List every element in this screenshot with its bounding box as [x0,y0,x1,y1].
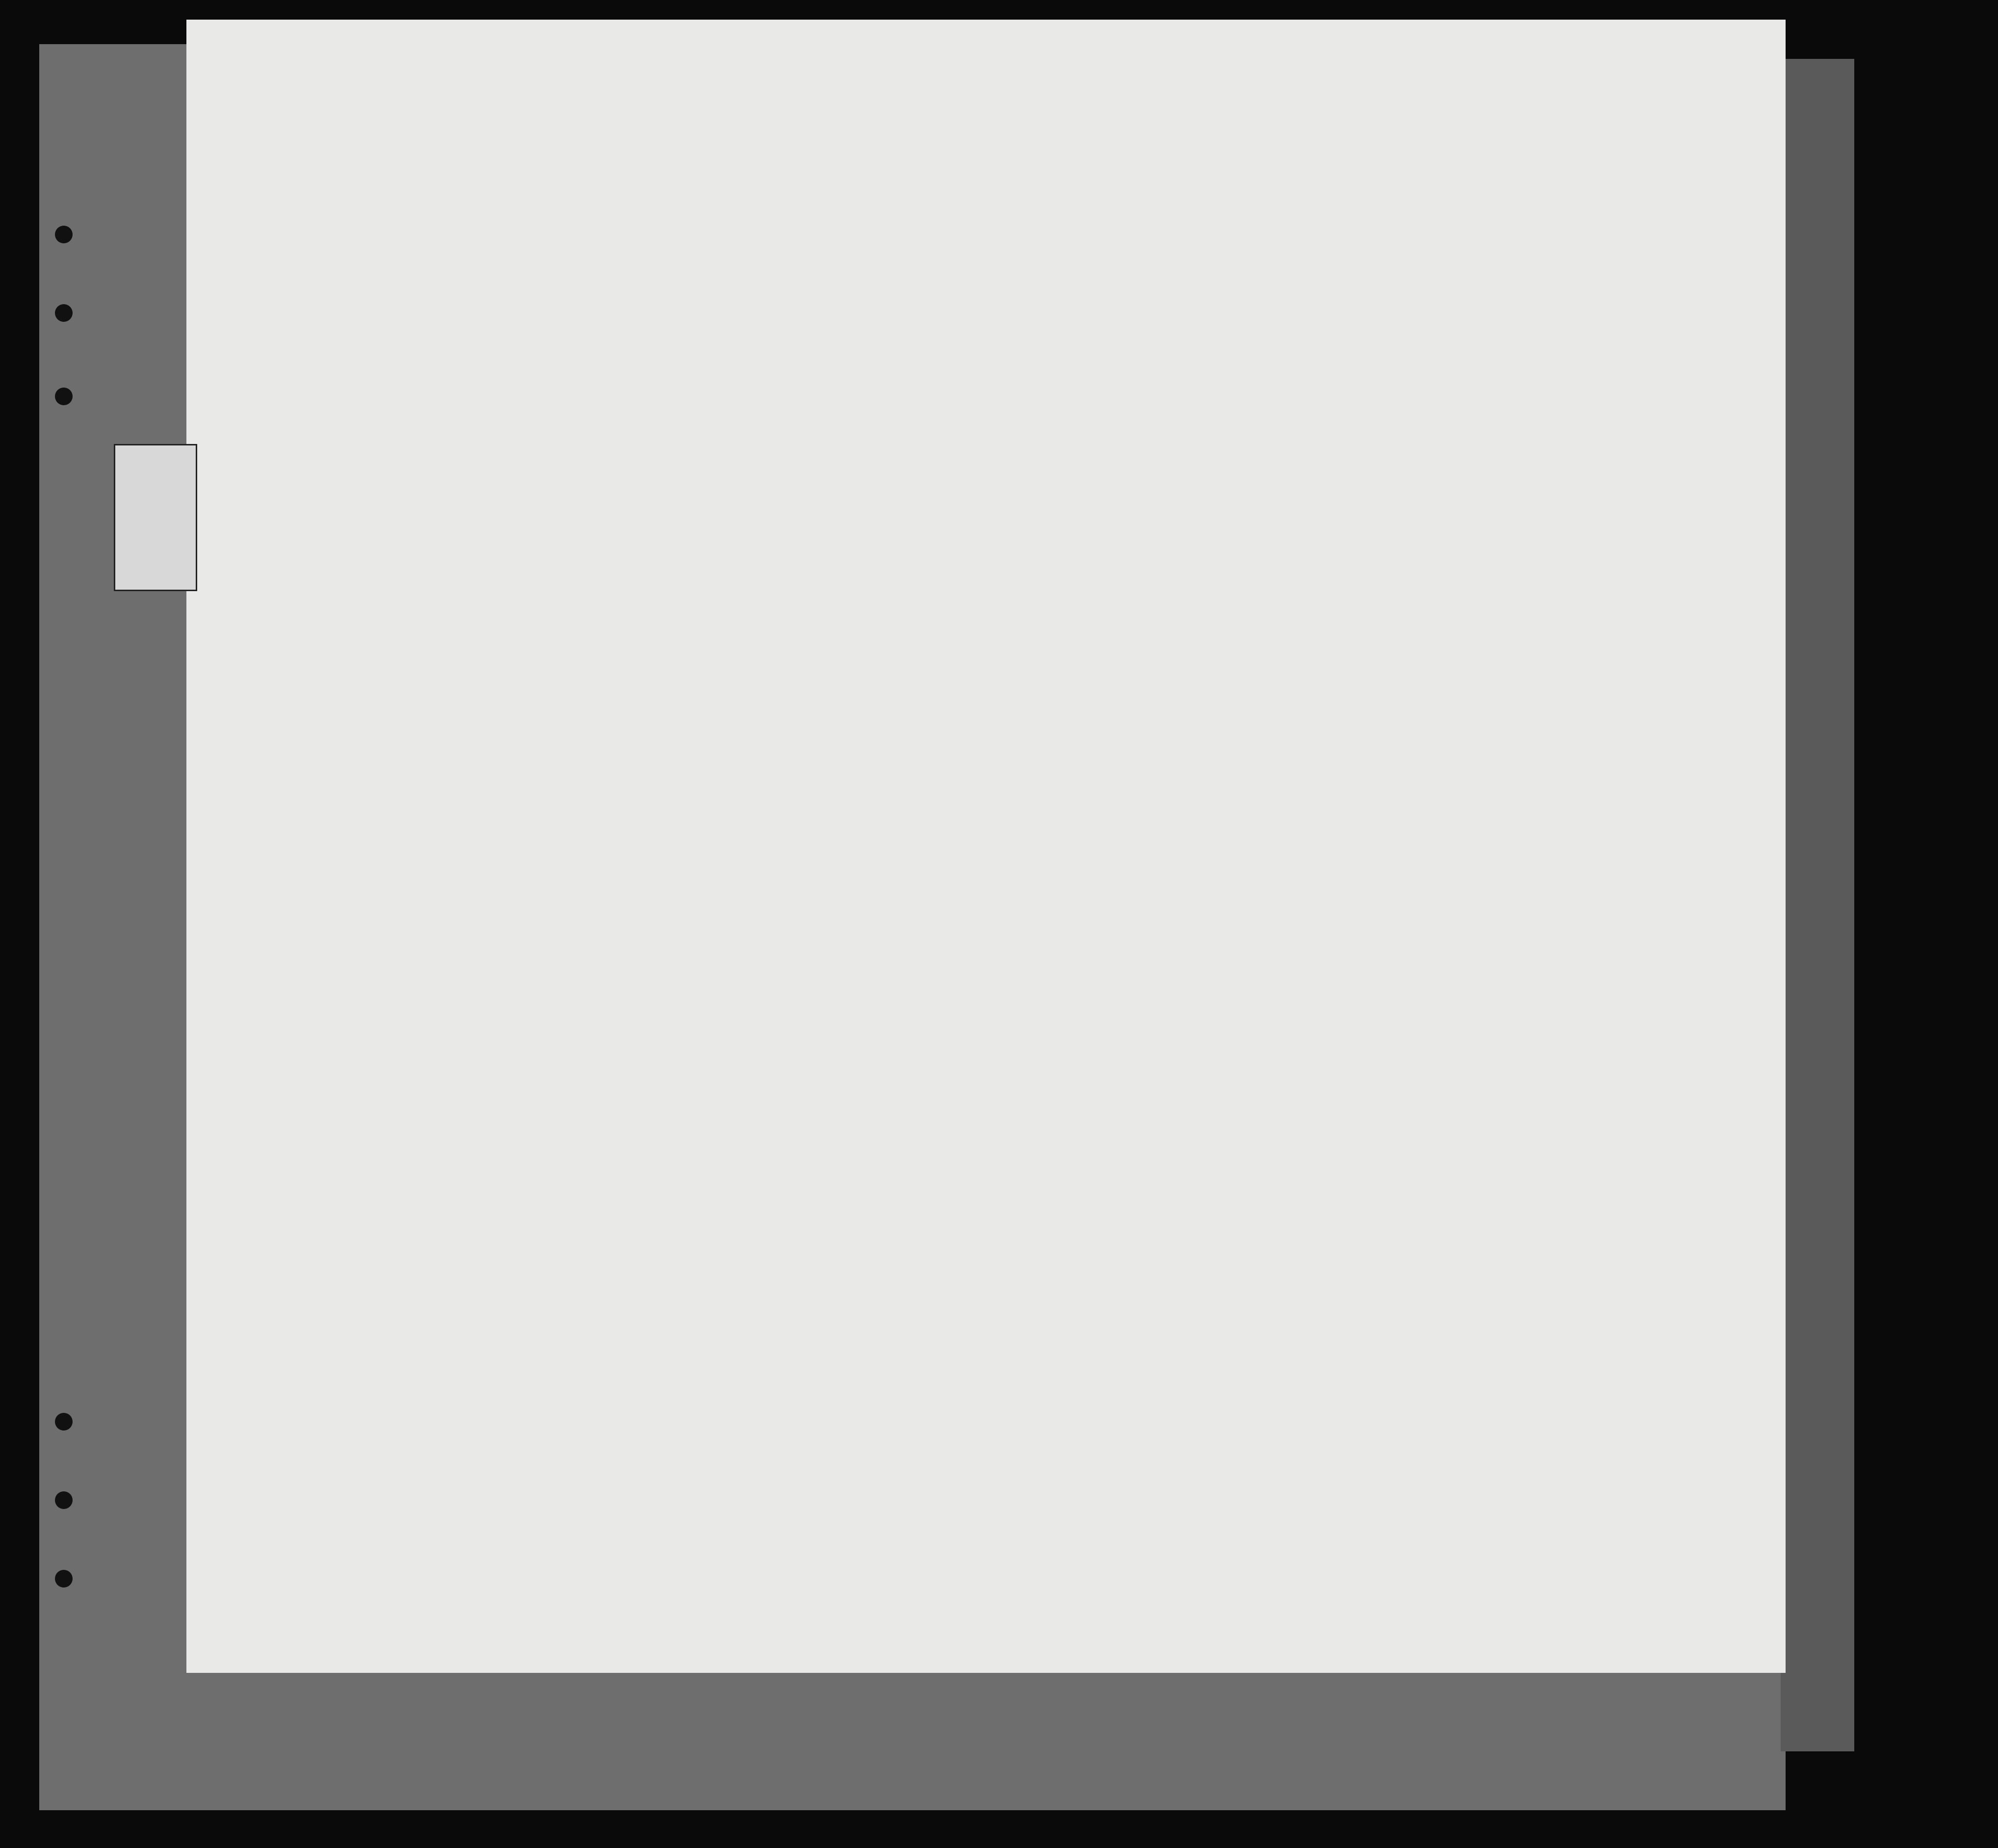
binder-hole [55,304,73,322]
binder-hole [55,388,73,405]
binder-hole [55,226,73,243]
margin-stamp [114,444,197,591]
binder-hole [55,1413,73,1431]
binder-hole [55,1570,73,1588]
manifest-sheet [186,20,1786,1673]
binder-hole [55,1491,73,1509]
underlying-page-edge [1781,59,1854,1751]
